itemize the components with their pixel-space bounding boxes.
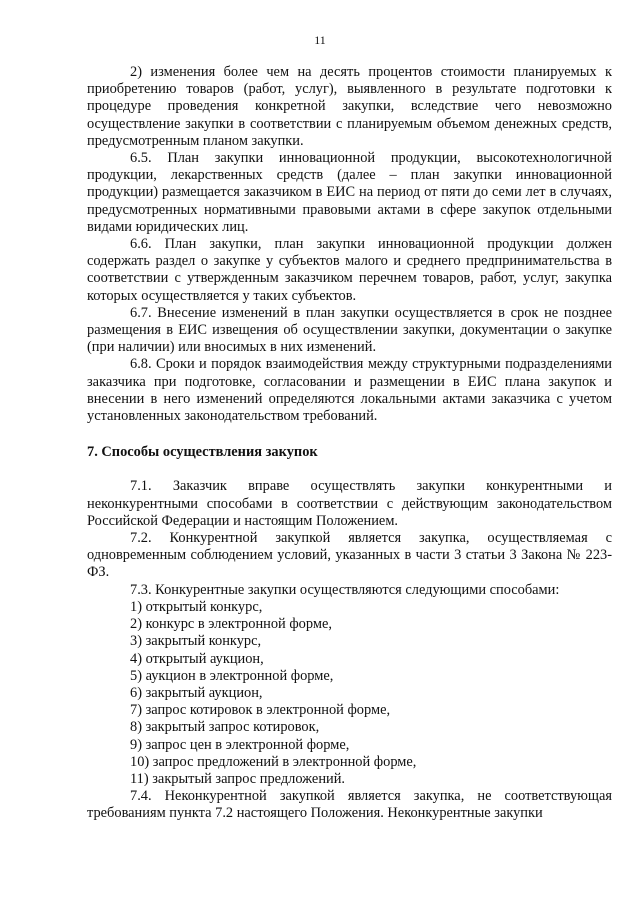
list-item: 4) открытый аукцион, (130, 650, 264, 667)
paragraph-7-2: 7.2. Конкурентной закупкой является закупка, осуществляемая с одновременным соблюдением условий, указанных в части 3 статьи 3 Закона № 223-ФЗ. (87, 530, 612, 581)
list-item: 2) конкурс в электронной форме, (130, 616, 332, 633)
list-item: 10) запрос предложений в электронной форме, (130, 753, 417, 770)
list-item: 5) аукцион в электронной форме, (130, 667, 334, 684)
list-item: 1) открытый конкурс, (130, 598, 263, 615)
page-number: 11 (314, 33, 326, 47)
procurement-methods-list (87, 599, 612, 788)
list-item: 6) закрытый аукцион, (130, 684, 263, 701)
paragraph-7-4: 7.4. Неконкурентной закупкой является закупка, не соответствующая требованиям пункта 7.2 настоящего Положения. Неконкурентные закупки (87, 788, 612, 822)
list-item: 3) закрытый конкурс, (130, 633, 262, 650)
paragraph-7-3: 7.3. Конкурентные закупки осуществляются следующими способами: (130, 581, 560, 598)
list-item: 8) закрытый запрос котировок, (130, 719, 320, 736)
document-body (87, 64, 612, 823)
paragraph-6-6: 6.6. План закупки, план закупки инновационной продукции должен содержать раздел о закупке у субъектов малого и среднего предпринимательства в соответствии с утвержденным заказчиком перечнем товаров, работ, услуг, закупка которых осуществляется у таких субъектов. (87, 236, 612, 304)
paragraph-7-1: 7.1. Заказчик вправе осуществлять закупки конкурентными и неконкурентными способами в соответствии с действующим законодательством Российской Федерации и настоящим Положением. (87, 478, 612, 529)
list-item: 9) запрос цен в электронной форме, (130, 736, 350, 753)
paragraph-6-4-item-2: 2) изменения более чем на десять процентов стоимости планируемых к приобретению товаров (работ, услуг), выявленного в результате подготовки к процедуре проведения конкретной закупки, вследствие чего невозможно осуществление закупки в соответствии с планируемым объемом денежных средств, предусмотренным планом закупки. (87, 64, 612, 149)
paragraph-6-5: 6.5. План закупки инновационной продукции, высокотехнологичной продукции, лекарственных средств (далее – план закупки инновационной продукции) размещается заказчиком в ЕИС на период от пяти до семи лет в случаях, предусмотренных нормативными правовыми актами в сфере закупок отдельными видами юридических лиц. (87, 150, 612, 235)
paragraph-6-7: 6.7. Внесение изменений в план закупки осуществляется в срок не позднее размещения в ЕИС извещения об осуществлении закупки, документации о закупке (при наличии) или вносимых в них изменений. (87, 304, 612, 356)
paragraph-6-8: 6.8. Сроки и порядок взаимодействия между структурными подразделениями заказчика при подготовке, согласовании и размещении в ЕИС плана закупок и внесении в него изменений определяются локальными актами заказчика с учетом установленных законодательством требований. (87, 356, 612, 425)
list-item: 11) закрытый запрос предложений. (130, 770, 346, 787)
section-heading: 7. Способы осуществления закупок (87, 444, 318, 461)
list-item: 7) запрос котировок в электронной форме, (130, 702, 391, 719)
